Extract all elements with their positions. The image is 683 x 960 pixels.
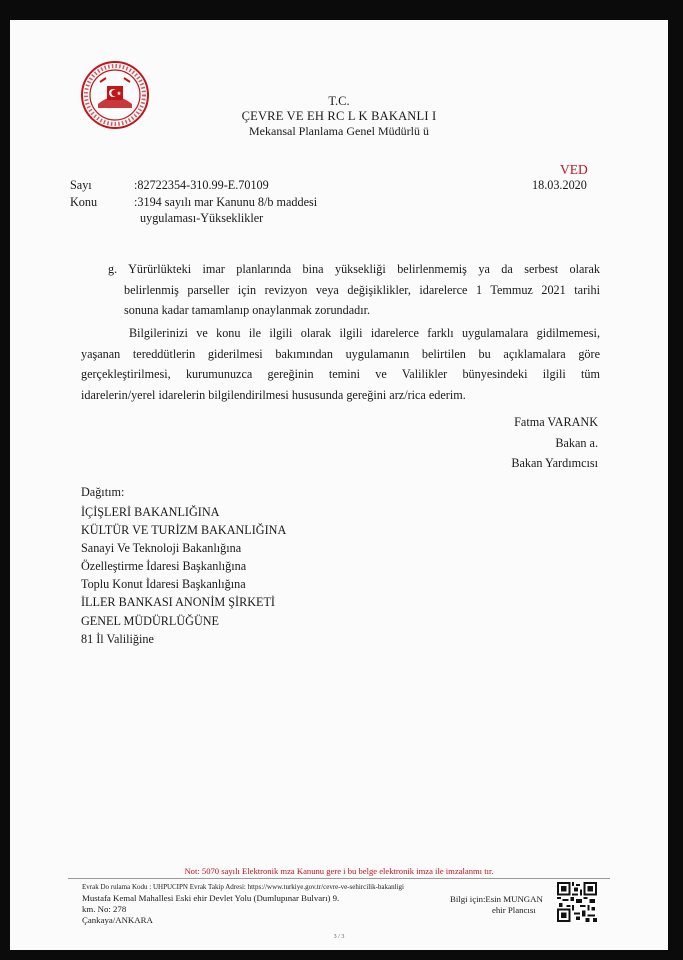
item-g-line: sonuna kadar tamamlanıp onaylanmak zorundadır. (124, 303, 371, 317)
item-g-line: belirlenmiş parseller için revizyon veya değişiklikler, idarelerce 1 Temmuz 2021 tarihi (124, 282, 600, 297)
address-line-2: km. No: 278 (82, 904, 127, 914)
konu-label: Konu (70, 195, 98, 209)
distribution-item: Toplu Konut İdaresi Başkanlığına (81, 577, 246, 592)
distribution-item: İLLER BANKASI ANONİM ŞİRKETİ (81, 595, 275, 610)
verification-line: Evrak Do rulama Kodu : UHPUCIPN Evrak Takip Adresi: https://www.turkiye.gov.tr/cevre-ve-sehircilik-bakanligi (82, 883, 404, 891)
distribution-item: Özelleştirme İdaresi Başkanlığına (81, 559, 247, 574)
header-ministry: ÇEVRE VE EH RC L K BAKANLI I (241, 109, 437, 123)
distribution-list (81, 503, 286, 648)
address-line-3: Çankaya/ANKARA (82, 915, 153, 925)
sayi-value: :82722354-310.99-E.70109 (134, 178, 269, 192)
header-directorate: Mekansal Planlama Genel Müdürlü ü (249, 124, 429, 138)
body-paragraph (81, 323, 600, 405)
konu-line-2: uygulaması-Yükseklikler (140, 211, 264, 225)
body-line: yaşanan tereddütlerin giderilmesi bakımından uygulamanın belirtilen bu açıklamalara göre (81, 346, 600, 361)
address-line-1: Mustafa Kemal Mahallesi Eski ehir Devlet Yolu (Dumlupınar Bulvarı) 9. (82, 893, 340, 903)
contact-info: Bilgi için:Esin MUNGAN (450, 894, 543, 904)
page-number: 3 / 3 (333, 934, 345, 940)
header-tc: T.C. (328, 94, 350, 108)
body-line: idarelerin/yerel idarelerin bilgilendirilmesi hususunda gereğini arz/rica ederim. (81, 387, 466, 402)
distribution-item: İÇİŞLERİ BAKANLIĞINA (81, 505, 220, 519)
qr-code-icon (557, 882, 597, 922)
distribution-label: Dağıtım: (81, 485, 125, 499)
signatory-title: Bakan Yardımcısı (511, 456, 598, 470)
body-line: gerçekleştirilmesi, kurumunuzca gereğinin temini ve Valilikler bünyesindeki ilgili tüm (81, 367, 600, 381)
document-date: 18.03.2020 (532, 178, 587, 192)
stamp-label: VED (560, 162, 588, 177)
sayi-label: Sayı (70, 178, 92, 192)
konu-line-1: :3194 sayılı mar Kanunu 8/b maddesi (134, 195, 318, 209)
distribution-item: KÜLTÜR VE TURİZM BAKANLIĞINA (81, 523, 287, 538)
body-line: Bilgilerinizi ve konu ile ilgili olarak ilgili idarelerce farklı uygulamalara gidilmemesi, (129, 326, 600, 340)
footer-divider (68, 878, 610, 879)
distribution-item: GENEL MÜDÜRLÜĞÜNE (81, 613, 219, 628)
item-g-paragraph (108, 259, 600, 321)
document-page (10, 20, 668, 950)
signatory-name: Fatma VARANK (514, 415, 598, 429)
e-signature-notice: Not: 5070 sayılı Elektronik mza Kanunu gere i bu belge elektronik imza ile imzalanmı tır. (184, 866, 494, 876)
item-g-line: g. Yürürlükteki imar planlarında bina yüksekliği belirlenmemiş ya da serbest olarak (108, 262, 600, 276)
signatory-line: Bakan a. (555, 435, 598, 450)
signature-block (511, 412, 598, 474)
contact-title: ehir Plancısı (492, 905, 536, 915)
distribution-item: 81 İl Valiliğine (81, 631, 154, 646)
distribution-item: Sanayi Ve Teknoloji Bakanlığına (81, 541, 242, 556)
